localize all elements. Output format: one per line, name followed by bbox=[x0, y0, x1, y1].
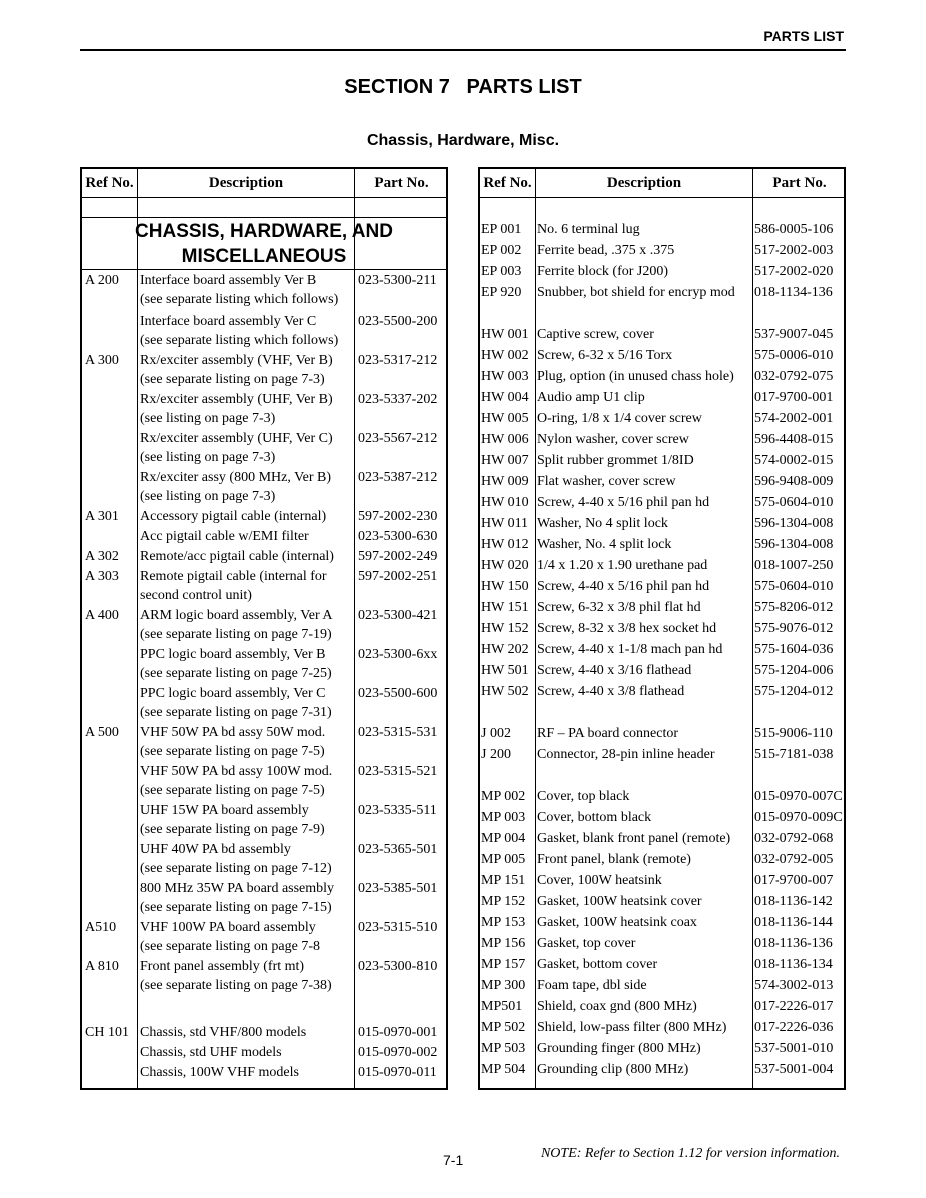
row-ref: HW 003 bbox=[481, 369, 529, 384]
left-parts-table bbox=[80, 167, 448, 1090]
row-description-line2: (see separate listing on page 7-25) bbox=[140, 666, 332, 681]
row-part-number: 023-5300-211 bbox=[358, 273, 437, 288]
page-number: 7-1 bbox=[443, 1152, 464, 1168]
row-part-number: 023-5365-501 bbox=[358, 842, 438, 857]
row-ref: HW 002 bbox=[481, 348, 529, 363]
row-part-number: 023-5500-200 bbox=[358, 314, 438, 329]
row-part-number: 537-9007-045 bbox=[754, 327, 834, 342]
row-part-number: 023-5315-521 bbox=[358, 764, 438, 779]
row-ref: MP 151 bbox=[481, 873, 526, 888]
row-part-number: 015-0970-001 bbox=[358, 1025, 438, 1040]
row-part-number: 023-5300-810 bbox=[358, 959, 438, 974]
row-description: Shield, low-pass filter (800 MHz) bbox=[537, 1020, 727, 1035]
row-part-number: 515-7181-038 bbox=[754, 747, 834, 762]
row-part-number: 023-5387-212 bbox=[358, 470, 438, 485]
col-divider bbox=[752, 169, 753, 1088]
row-part-number: 018-1136-142 bbox=[754, 894, 833, 909]
row-description: UHF 40W PA bd assembly bbox=[140, 842, 291, 857]
row-description-line2: second control unit) bbox=[140, 588, 252, 603]
row-description: Cover, 100W heatsink bbox=[537, 873, 662, 888]
row-part-number: 575-8206-012 bbox=[754, 600, 834, 615]
row-description: PPC logic board assembly, Ver B bbox=[140, 647, 326, 662]
row-description-line2: (see separate listing which follows) bbox=[140, 292, 339, 307]
footer-note: NOTE: Refer to Section 1.12 for version information. bbox=[540, 1146, 840, 1161]
row-description: Chassis, std VHF/800 models bbox=[140, 1025, 307, 1040]
row-ref: HW 150 bbox=[481, 579, 529, 594]
row-ref: HW 007 bbox=[481, 453, 529, 468]
row-description: Connector, 28-pin inline header bbox=[537, 747, 715, 762]
row-description-line2: (see separate listing on page 7-31) bbox=[140, 705, 332, 720]
row-ref: MP 156 bbox=[481, 936, 526, 951]
col-divider bbox=[137, 169, 138, 1088]
row-part-number: 023-5315-510 bbox=[358, 920, 438, 935]
row-ref: MP 152 bbox=[481, 894, 526, 909]
row-description: Remote/acc pigtail cable (internal) bbox=[140, 549, 334, 564]
row-ref: A 302 bbox=[85, 549, 119, 564]
row-description: Rx/exciter assy (800 MHz, Ver B) bbox=[140, 470, 332, 485]
row-part-number: 015-0970-007C bbox=[754, 789, 843, 804]
row-description: Accessory pigtail cable (internal) bbox=[140, 509, 327, 524]
row-part-number: 517-2002-020 bbox=[754, 264, 834, 279]
row-description: Cover, bottom black bbox=[537, 810, 652, 825]
row-part-number: 023-5567-212 bbox=[358, 431, 438, 446]
row-ref: MP 504 bbox=[481, 1062, 526, 1077]
row-part-number: 018-1134-136 bbox=[754, 285, 833, 300]
row-description: Ferrite bead, .375 x .375 bbox=[537, 243, 675, 258]
row-description: VHF 100W PA board assembly bbox=[140, 920, 316, 935]
row-ref: EP 001 bbox=[481, 222, 522, 237]
row-description: Gasket, 100W heatsink cover bbox=[537, 894, 702, 909]
row-description-line2: (see separate listing on page 7-19) bbox=[140, 627, 332, 642]
row-description: Acc pigtail cable w/EMI filter bbox=[140, 529, 309, 544]
row-ref: HW 006 bbox=[481, 432, 529, 447]
row-part-number: 032-0792-075 bbox=[754, 369, 834, 384]
row-part-number: 517-2002-003 bbox=[754, 243, 834, 258]
col-header-ref: Ref No. bbox=[85, 175, 134, 191]
row-ref: MP 157 bbox=[481, 957, 526, 972]
row-part-number: 574-0002-015 bbox=[754, 453, 834, 468]
row-description: Gasket, 100W heatsink coax bbox=[537, 915, 697, 930]
row-description: ARM logic board assembly, Ver A bbox=[140, 608, 333, 623]
row-description-line2: (see separate listing on page 7-15) bbox=[140, 900, 332, 915]
row-part-number: 023-5300-6xx bbox=[358, 647, 438, 662]
row-part-number: 018-1136-136 bbox=[754, 936, 833, 951]
row-ref: J 200 bbox=[481, 747, 511, 762]
row-ref: EP 002 bbox=[481, 243, 522, 258]
row-part-number: 023-5300-421 bbox=[358, 608, 438, 623]
row-part-number: 023-5317-212 bbox=[358, 353, 438, 368]
row-description-line2: (see listing on page 7-3) bbox=[140, 411, 276, 426]
row-ref: A 303 bbox=[85, 569, 119, 584]
row-description-line2: (see separate listing on page 7-9) bbox=[140, 822, 325, 837]
row-ref: EP 920 bbox=[481, 285, 522, 300]
row-part-number: 537-5001-004 bbox=[754, 1062, 834, 1077]
right-parts-table bbox=[478, 167, 846, 1090]
col-header-ref: Ref No. bbox=[483, 175, 532, 191]
row-part-number: 537-5001-010 bbox=[754, 1041, 834, 1056]
row-part-number: 575-0604-010 bbox=[754, 495, 834, 510]
subtitle: Chassis, Hardware, Misc. bbox=[366, 132, 560, 149]
row-ref: HW 004 bbox=[481, 390, 529, 405]
row-description: Grounding finger (800 MHz) bbox=[537, 1041, 701, 1056]
row-description: Front panel assembly (frt mt) bbox=[140, 959, 305, 974]
section-heading bbox=[82, 219, 446, 269]
row-description: 1/4 x 1.20 x 1.90 urethane pad bbox=[537, 558, 708, 573]
row-part-number: 575-1204-012 bbox=[754, 684, 834, 699]
row-description: O-ring, 1/8 x 1/4 cover screw bbox=[537, 411, 702, 426]
col-header-description: Description bbox=[208, 175, 284, 191]
row-part-number: 032-0792-005 bbox=[754, 852, 834, 867]
row-description: Gasket, top cover bbox=[537, 936, 636, 951]
row-part-number: 023-5300-630 bbox=[358, 529, 438, 544]
row-ref: HW 011 bbox=[481, 516, 529, 531]
row-part-number: 575-0006-010 bbox=[754, 348, 834, 363]
row-part-number: 597-2002-251 bbox=[358, 569, 438, 584]
row-part-number: 597-2002-249 bbox=[358, 549, 438, 564]
row-description: UHF 15W PA board assembly bbox=[140, 803, 309, 818]
row-description: Plug, option (in unused chass hole) bbox=[537, 369, 734, 384]
section-title: SECTION 7 PARTS LIST bbox=[344, 76, 582, 98]
row-description: VHF 50W PA bd assy 100W mod. bbox=[140, 764, 333, 779]
row-description-line2: (see separate listing on page 7-38) bbox=[140, 978, 332, 993]
row-part-number: 015-0970-011 bbox=[358, 1065, 437, 1080]
row-part-number: 596-1304-008 bbox=[754, 516, 834, 531]
row-part-number: 032-0792-068 bbox=[754, 831, 834, 846]
row-description: Rx/exciter assembly (UHF, Ver B) bbox=[140, 392, 333, 407]
row-description: RF – PA board connector bbox=[537, 726, 679, 741]
row-description: PPC logic board assembly, Ver C bbox=[140, 686, 326, 701]
row-description: Screw, 8-32 x 3/8 hex socket hd bbox=[537, 621, 717, 636]
row-part-number: 575-1604-036 bbox=[754, 642, 834, 657]
row-part-number: 023-5315-531 bbox=[358, 725, 438, 740]
row-ref: EP 003 bbox=[481, 264, 522, 279]
row-ref: HW 151 bbox=[481, 600, 529, 615]
row-description: Screw, 4-40 x 1-1/8 mach pan hd bbox=[537, 642, 723, 657]
row-description: Ferrite block (for J200) bbox=[537, 264, 669, 279]
row-part-number: 575-1204-006 bbox=[754, 663, 834, 678]
row-description-line2: (see listing on page 7-3) bbox=[140, 450, 276, 465]
row-description: 800 MHz 35W PA board assembly bbox=[140, 881, 335, 896]
row-description: Gasket, blank front panel (remote) bbox=[537, 831, 731, 846]
row-description: Gasket, bottom cover bbox=[537, 957, 658, 972]
row-description: Screw, 4-40 x 5/16 phil pan hd bbox=[537, 579, 710, 594]
row-ref: HW 202 bbox=[481, 642, 529, 657]
row-description: Rx/exciter assembly (UHF, Ver C) bbox=[140, 431, 333, 446]
col-divider bbox=[535, 169, 536, 1088]
row-part-number: 023-5385-501 bbox=[358, 881, 438, 896]
row-part-number: 015-0970-009C bbox=[754, 810, 843, 825]
row-ref: HW 009 bbox=[481, 474, 529, 489]
row-part-number: 515-9006-110 bbox=[754, 726, 833, 741]
row-ref: MP 502 bbox=[481, 1020, 526, 1035]
row-description: Remote pigtail cable (internal for bbox=[140, 569, 327, 584]
section-heading-line1: CHASSIS, HARDWARE, AND bbox=[135, 221, 393, 242]
row-part-number: 596-9408-009 bbox=[754, 474, 834, 489]
row-description: Cover, top black bbox=[537, 789, 630, 804]
row-part-number: 018-1136-144 bbox=[754, 915, 833, 930]
heading-rule bbox=[82, 269, 446, 270]
row-part-number: 023-5337-202 bbox=[358, 392, 438, 407]
row-description-line2: (see separate listing on page 7-5) bbox=[140, 744, 325, 759]
row-part-number: 596-4408-015 bbox=[754, 432, 834, 447]
row-part-number: 017-9700-007 bbox=[754, 873, 834, 888]
row-description: Captive screw, cover bbox=[537, 327, 654, 342]
row-description: Screw, 4-40 x 3/16 flathead bbox=[537, 663, 692, 678]
spacer-rule bbox=[82, 217, 446, 218]
row-ref: A510 bbox=[85, 920, 117, 935]
row-description: Flat washer, cover screw bbox=[537, 474, 676, 489]
header-rule bbox=[480, 197, 844, 198]
row-part-number: 575-9076-012 bbox=[754, 621, 834, 636]
row-description: Grounding clip (800 MHz) bbox=[537, 1062, 689, 1077]
row-description: Interface board assembly Ver B bbox=[140, 273, 317, 288]
row-ref: HW 152 bbox=[481, 621, 529, 636]
row-ref: MP501 bbox=[481, 999, 523, 1014]
row-part-number: 017-2226-036 bbox=[754, 1020, 834, 1035]
row-ref: MP 004 bbox=[481, 831, 526, 846]
row-ref: CH 101 bbox=[85, 1025, 129, 1040]
col-header-part: Part No. bbox=[772, 175, 827, 191]
row-description: Interface board assembly Ver C bbox=[140, 314, 317, 329]
row-ref: A 400 bbox=[85, 608, 119, 623]
row-description: Audio amp U1 clip bbox=[537, 390, 645, 405]
row-description: Front panel, blank (remote) bbox=[537, 852, 691, 867]
row-description: Rx/exciter assembly (VHF, Ver B) bbox=[140, 353, 333, 368]
row-part-number: 015-0970-002 bbox=[358, 1045, 438, 1060]
row-description: Snubber, bot shield for encryp mod bbox=[537, 285, 735, 300]
row-ref: A 200 bbox=[85, 273, 119, 288]
row-part-number: 018-1136-134 bbox=[754, 957, 833, 972]
row-part-number: 018-1007-250 bbox=[754, 558, 834, 573]
row-ref: MP 300 bbox=[481, 978, 526, 993]
row-description-line2: (see listing on page 7-3) bbox=[140, 489, 276, 504]
row-description-line2: (see separate listing which follows) bbox=[140, 333, 339, 348]
header-rule bbox=[80, 49, 846, 51]
row-part-number: 597-2002-230 bbox=[358, 509, 438, 524]
row-part-number: 023-5500-600 bbox=[358, 686, 438, 701]
row-description-line2: (see separate listing on page 7-5) bbox=[140, 783, 325, 798]
col-header-part: Part No. bbox=[374, 175, 429, 191]
row-part-number: 574-3002-013 bbox=[754, 978, 834, 993]
row-ref: HW 012 bbox=[481, 537, 529, 552]
row-ref: MP 503 bbox=[481, 1041, 526, 1056]
row-description: Split rubber grommet 1/8ID bbox=[537, 453, 694, 468]
row-ref: MP 005 bbox=[481, 852, 526, 867]
row-ref: J 002 bbox=[481, 726, 511, 741]
row-part-number: 575-0604-010 bbox=[754, 579, 834, 594]
row-description: Screw, 6-32 x 5/16 Torx bbox=[537, 348, 673, 363]
row-ref: MP 002 bbox=[481, 789, 526, 804]
row-ref: A 300 bbox=[85, 353, 119, 368]
row-description: VHF 50W PA bd assy 50W mod. bbox=[140, 725, 326, 740]
col-divider bbox=[354, 169, 355, 1088]
row-description: Shield, coax gnd (800 MHz) bbox=[537, 999, 697, 1014]
row-ref: MP 003 bbox=[481, 810, 526, 825]
row-description-line2: (see separate listing on page 7-8 bbox=[140, 939, 320, 954]
row-part-number: 017-2226-017 bbox=[754, 999, 834, 1014]
row-description: Washer, No 4 split lock bbox=[537, 516, 668, 531]
row-ref: HW 005 bbox=[481, 411, 529, 426]
row-ref: MP 153 bbox=[481, 915, 526, 930]
row-ref: A 301 bbox=[85, 509, 119, 524]
row-part-number: 023-5335-511 bbox=[358, 803, 437, 818]
row-ref: HW 001 bbox=[481, 327, 529, 342]
row-ref: HW 502 bbox=[481, 684, 529, 699]
running-header: PARTS LIST bbox=[763, 28, 844, 44]
row-part-number: 017-9700-001 bbox=[754, 390, 834, 405]
row-description-line2: (see separate listing on page 7-12) bbox=[140, 861, 332, 876]
row-description: Chassis, std UHF models bbox=[140, 1045, 282, 1060]
section-heading-line2: MISCELLANEOUS bbox=[181, 246, 347, 267]
row-ref: A 810 bbox=[85, 959, 119, 974]
row-description: Screw, 6-32 x 3/8 phil flat hd bbox=[537, 600, 701, 615]
row-description: Screw, 4-40 x 3/8 flathead bbox=[537, 684, 685, 699]
row-part-number: 574-2002-001 bbox=[754, 411, 834, 426]
row-description: No. 6 terminal lug bbox=[537, 222, 640, 237]
row-description: Chassis, 100W VHF models bbox=[140, 1065, 299, 1080]
row-ref: HW 501 bbox=[481, 663, 529, 678]
col-header-description: Description bbox=[606, 175, 682, 191]
row-description: Nylon washer, cover screw bbox=[537, 432, 689, 447]
row-part-number: 586-0005-106 bbox=[754, 222, 834, 237]
row-ref: A 500 bbox=[85, 725, 119, 740]
row-description-line2: (see separate listing on page 7-3) bbox=[140, 372, 325, 387]
row-description: Washer, No. 4 split lock bbox=[537, 537, 672, 552]
row-description: Foam tape, dbl side bbox=[537, 978, 647, 993]
row-description: Screw, 4-40 x 5/16 phil pan hd bbox=[537, 495, 710, 510]
row-ref: HW 010 bbox=[481, 495, 529, 510]
row-ref: HW 020 bbox=[481, 558, 529, 573]
row-part-number: 596-1304-008 bbox=[754, 537, 834, 552]
header-rule bbox=[82, 197, 446, 198]
